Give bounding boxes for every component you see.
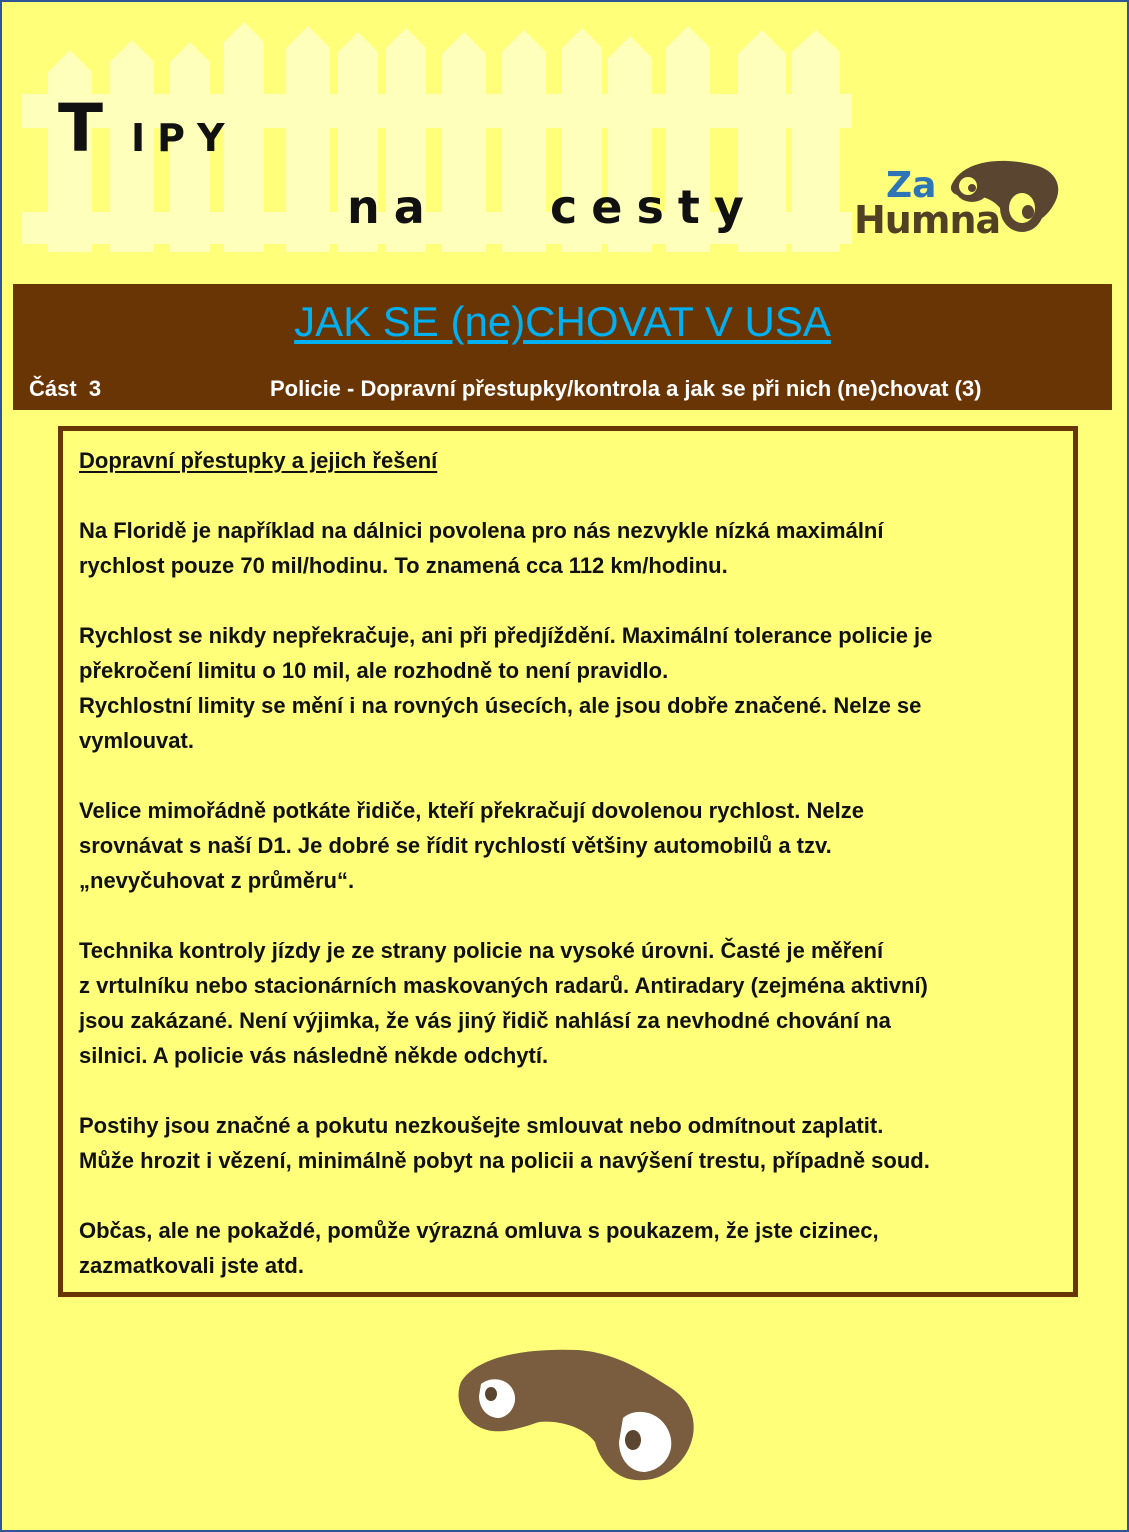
text-line: Technika kontroly jízdy je ze strany policie na vysoké úrovni. Časté je měření <box>79 938 884 963</box>
section-heading: Dopravní přestupky a jejich řešení <box>79 448 438 473</box>
text-line: Občas, ale ne pokaždé, pomůže výrazná omluva s poukazem, že jste cizinec, <box>79 1218 879 1243</box>
paragraph <box>79 513 1065 583</box>
text-line: zazmatkovali jste atd. <box>79 1253 304 1278</box>
paragraph <box>79 933 1065 1073</box>
banner-subtitle: Policie - Dopravní přestupky/kontrola a jak se při nich (ne)chovat (3) <box>270 376 982 401</box>
paragraph <box>79 618 1065 758</box>
paragraph <box>79 1213 1065 1283</box>
paragraph <box>79 793 1065 898</box>
title-rest: IPY <box>131 116 237 160</box>
text-line: Na Floridě je například na dálnici povolena pro nás nezvykle nízká maximální <box>79 518 884 543</box>
text-line: Rychlostní limity se mění i na rovných úsecích, ale jsou dobře značené. Nelze se <box>79 693 922 718</box>
text-line: vymlouvat. <box>79 728 194 753</box>
text-line: rychlost pouze 70 mil/hodinu. To znamená cca 112 km/hodinu. <box>79 553 728 578</box>
text-line: překročení limitu o 10 mil, ale rozhodně to není pravidlo. <box>79 658 669 683</box>
title-initial: T <box>58 90 132 167</box>
content-box <box>58 426 1078 1297</box>
part-number: Část 3 <box>29 376 102 401</box>
paragraph <box>79 1108 1065 1178</box>
text-line: silnici. A policie vás následně někde odchytí. <box>79 1043 549 1068</box>
title-word-na: na <box>347 180 439 234</box>
text-line: Postihy jsou značné a pokutu nezkoušejte smlouvat nebo odmítnout zaplatit. <box>79 1113 884 1138</box>
logo-humna: Humna <box>854 198 1001 242</box>
text-line: srovnávat s naší D1. Je dobré se řídit rychlostí většiny automobilů a tzv. <box>79 833 832 858</box>
text-line: jsou zakázané. Není výjimka, že vás jiný řidič nahlásí za nevhodné chování na <box>79 1008 891 1033</box>
content-text <box>79 443 1065 1318</box>
text-line: z vrtulníku nebo stacionárních maskovaných radarů. Antiradary (zejména aktivní) <box>79 973 928 998</box>
text-line: Rychlost se nikdy nepřekračuje, ani při předjíždění. Maximální tolerance policie je <box>79 623 933 648</box>
title-line-1 <box>58 90 237 167</box>
logo-za: Za <box>886 165 937 206</box>
title-word-cesty: cesty <box>550 180 758 234</box>
header-banner <box>13 284 1112 410</box>
banner-title: JAK SE (ne)CHOVAT V USA <box>294 298 831 345</box>
text-line: Velice mimořádně potkáte řidiče, kteří překračují dovolenou rychlost. Nelze <box>79 798 864 823</box>
binoculars-icon <box>447 1342 707 1492</box>
text-line: „nevyčuhovat z průměru“. <box>79 868 355 893</box>
text-line: Může hrozit i vězení, minimálně pobyt na policii a navýšení trestu, případně soud. <box>79 1148 930 1173</box>
